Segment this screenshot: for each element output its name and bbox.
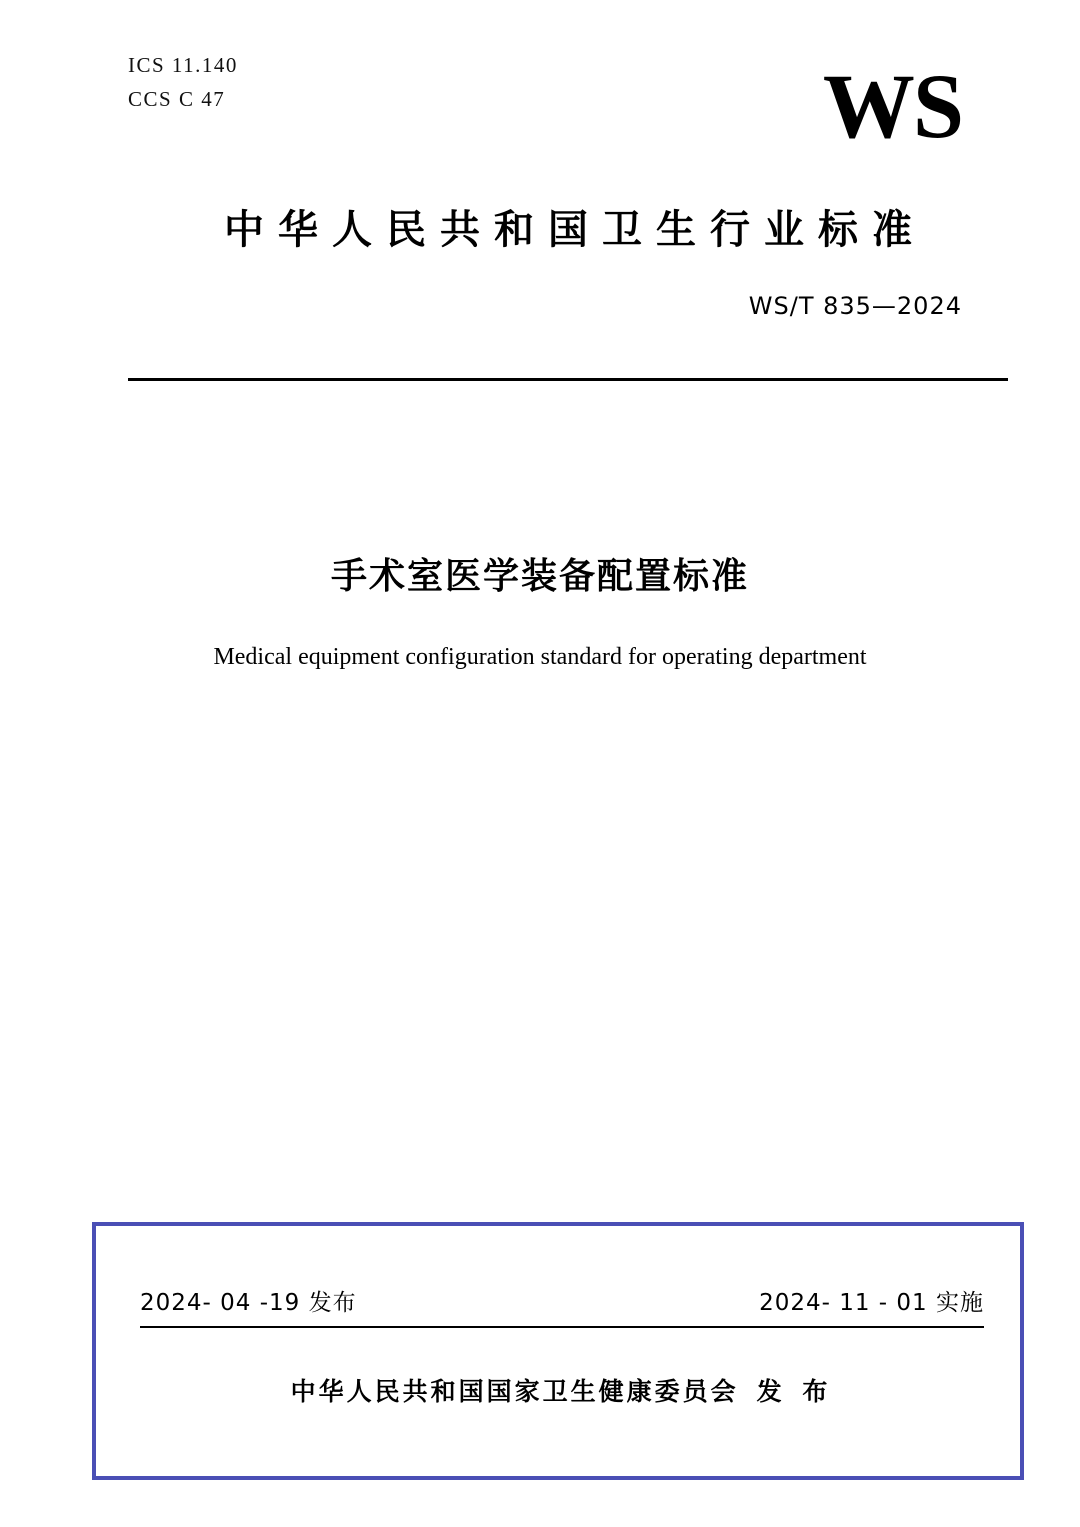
ws-logo: WS	[822, 55, 962, 157]
issuer-name: 中华人民共和国国家卫生健康委员会	[290, 1377, 739, 1406]
implementation-date: 2024- 11 - 01 实施	[759, 1290, 984, 1316]
document-title-chinese: 手术室医学装备配置标准	[330, 556, 749, 597]
publication-info-box	[92, 1222, 1024, 1480]
ccs-code: CCS C 47	[128, 87, 226, 111]
issuer-action: 发 布	[756, 1377, 834, 1406]
ics-classification-block	[128, 48, 238, 116]
issuer-line	[96, 1372, 1028, 1408]
standard-number: WS/T 835—2024	[748, 292, 962, 320]
ics-code: ICS 11.140	[128, 53, 238, 77]
dates-row	[140, 1284, 984, 1326]
header-divider	[128, 378, 1008, 381]
standard-series-title: 中华人民共和国卫生行业标准	[224, 207, 926, 253]
document-title-english: Medical equipment configuration standard for operating department	[213, 644, 867, 670]
publish-date: 2024- 04 -19 发布	[140, 1290, 357, 1316]
dates-underline	[140, 1326, 984, 1328]
